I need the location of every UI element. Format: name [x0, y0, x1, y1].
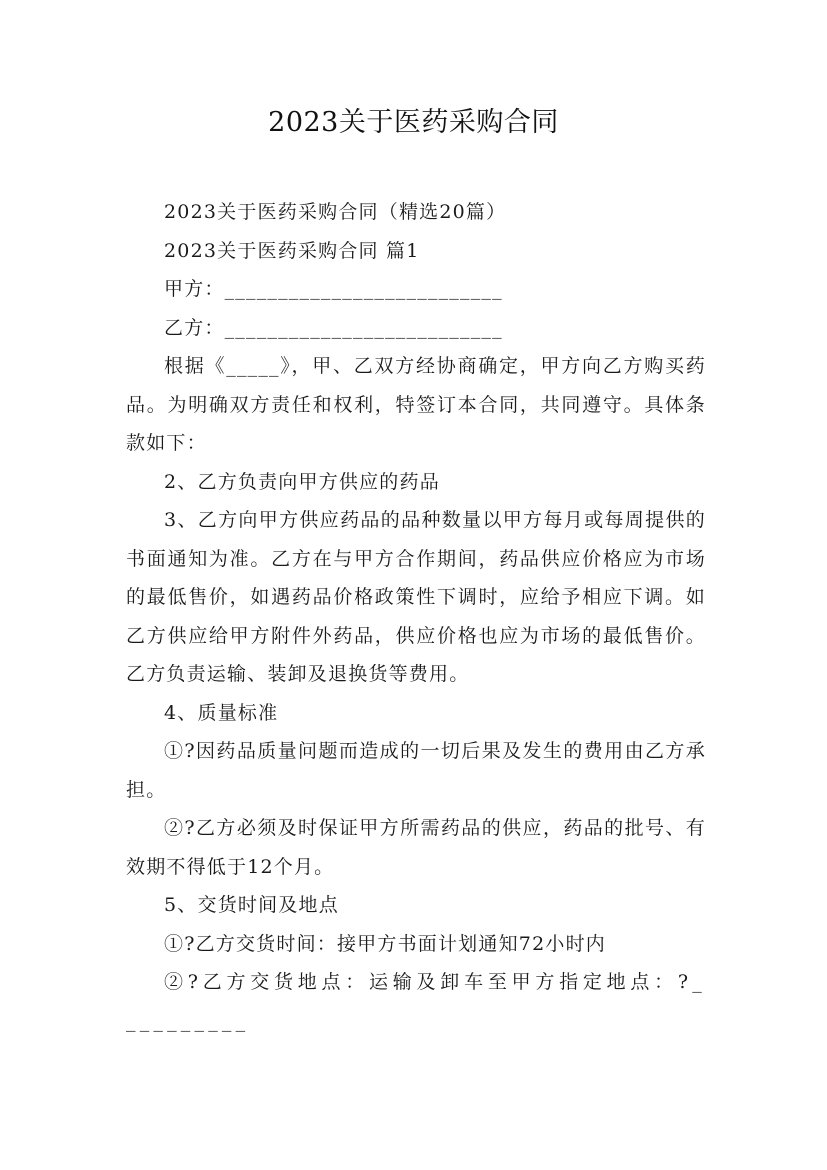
document-title: 2023关于医药采购合同: [268, 107, 559, 138]
paragraph-clause-2: 2、乙方负责向甲方供应的药品: [164, 470, 440, 493]
paragraph-clause-5-item-1: ①?乙方交货时间：接甲方书面计划通知72小时内: [164, 932, 606, 955]
paragraph-party-b: 乙方：__________________________: [164, 316, 503, 339]
paragraph-clause-4-item-1: ①?因药品质量问题而造成的一切后果及发生的费用由乙方承担。: [126, 740, 706, 801]
paragraph-preamble: 根据《_____》，甲、乙双方经协商确定，甲方向乙方购买药品。为明确双方责任和权利，特签订本合同，共同遵守。具体条款如下：: [126, 355, 706, 454]
paragraph-clause-4-heading: 4、质量标准: [164, 701, 279, 724]
paragraph-section-heading: 2023关于医药采购合同 篇1: [164, 239, 420, 262]
paragraph-party-a: 甲方：__________________________: [164, 278, 503, 300]
paragraph-clause-5-heading: 5、交货时间及地点: [164, 894, 339, 916]
paragraph-clause-4-item-2: ②?乙方必须及时保证甲方所需药品的供应，药品的批号、有效期不得低于12个月。: [126, 817, 706, 878]
document-body: [126, 193, 706, 1040]
paragraph-clause-3: 3、乙方向甲方供应药品的品种数量以甲方每月或每周提供的书面通知为准。乙方在与甲方合作期间，药品供应价格应为市场的最低售价，如遇药品价格政策性下调时，应给予相应下调。如乙方供应给甲方附件外药品，供应价格也应为市场的最低售价。乙方负责运输、装卸及退换货等费用。: [126, 509, 706, 685]
paragraph-clause-5-item-2: ②?乙方交货地点：运输及卸车至甲方指定地点：?__________: [126, 971, 706, 1032]
paragraph-subtitle: 2023关于医药采购合同（精选20篇）: [164, 201, 507, 223]
